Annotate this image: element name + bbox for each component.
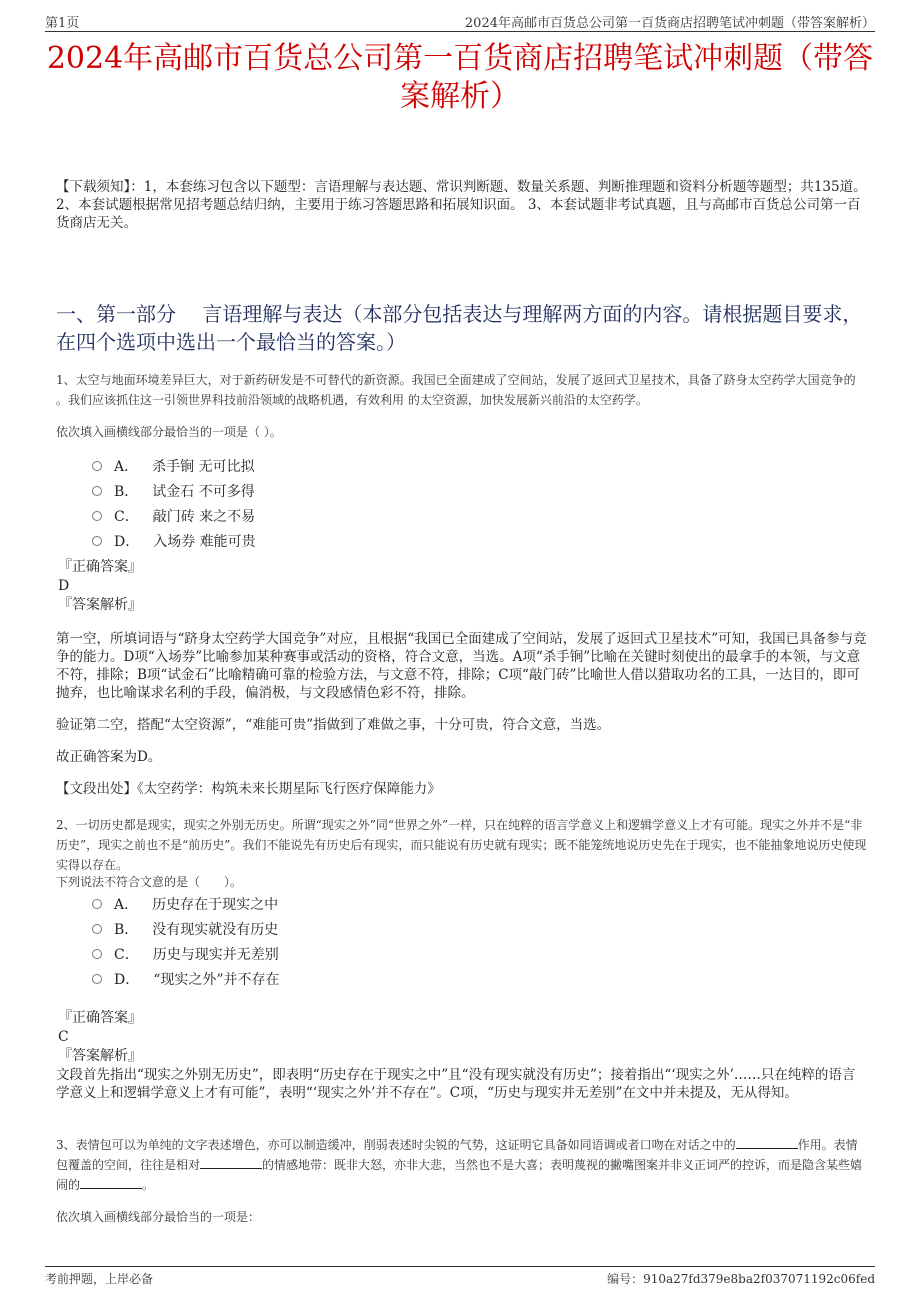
- analysis-label: 『答案解析』: [58, 1048, 142, 1064]
- question-1-options: [92, 453, 256, 553]
- option-b[interactable]: B． 试金石 不可多得: [92, 478, 256, 503]
- radio-icon[interactable]: [92, 511, 102, 521]
- page-header: [45, 10, 875, 30]
- question-3-prompt: 依次填入画横线部分最恰当的一项是：: [56, 1210, 261, 1224]
- question-1-prompt: 依次填入画横线部分最恰当的一项是（ ）。: [56, 425, 282, 439]
- question-3-stem: 3、表情包可以为单纯的文字表述增色，亦可以制造缓冲，削弱表述时尖锐的气势，这证明它具备如同语调或者口吻在对话之中的 作用。表情包覆盖的空间，往往是相对 的情感地带：既非大怒，亦非大悲，当然也不是大喜；表明蔑视的撇嘴图案并非义正词严的控诉，而是隐含某些嬉闹的 。: [56, 1138, 863, 1192]
- section-heading: 一、第一部分 言语理解与表达（本部分包括表达与理解两方面的内容。请根据题目要求，在四个选项中选出一个最恰当的答案。）: [56, 302, 863, 354]
- fill-blank: [736, 1136, 798, 1149]
- radio-icon[interactable]: [92, 899, 102, 909]
- analysis-paragraph: 第一空，所填词语与“跻身太空药学大国竞争”对应，且根据“我国已全面建成了空间站，发展了返回式卫星技术”可知，我国已具备参与竞争的能力。D项“入场券”比喻参加某种赛事或活动的资格，符合文意，当选。A项“杀手锏”比喻在关键时刻使出的最拿手的本领，与文意不符，排除；B项“试金石”比喻精确可靠的检验方法，与文意不符，排除；C项“敲门砖”比喻世人借以猎取功名的工具，一达目的，即可抛弃，也比喻谋求名利的手段，偏消极，与文段感情色彩不符，排除。: [56, 631, 867, 701]
- fill-blank: [80, 1176, 142, 1189]
- radio-icon[interactable]: [92, 486, 102, 496]
- page-title: 2024年高邮市百货总公司第一百货商店招聘笔试冲刺题（带答案解析）: [46, 41, 874, 114]
- answer-value: C: [58, 1029, 69, 1045]
- download-notice: 【下载须知】：1，本套练习包含以下题型：言语理解与表达题、常识判断题、数量关系题、判断推理题和资料分析题等题型；共135道。 2、本套试题根据常见招考题总结归纳，主要用于练习答题思路和拓展知识面。 3、本套试题非考试真题，且与高邮市百货总公司第一百货商店无关。: [56, 179, 867, 231]
- question-1-stem: 1、太空与地面环境差异巨大，对于新药研发是不可替代的新资源。我国已全面建成了空间站，发展了返回式卫星技术，具备了跻身太空药学大国竞争的 。我们应该抓住这一引领世界科技前沿领域的战略机遇，有效利用 的太空资源，加快发展新兴前沿的太空药学。: [56, 373, 856, 407]
- page-number: 第1页: [45, 16, 80, 31]
- radio-icon[interactable]: [92, 924, 102, 934]
- question-2-prompt: 下列说法不符合文意的是（ ）。: [56, 875, 243, 889]
- answer-label: 『正确答案』: [58, 1010, 142, 1026]
- analysis-paragraph: 故正确答案为D。: [56, 749, 162, 765]
- question-2-options: [92, 891, 280, 991]
- footer-slogan: 考前押题，上岸必备: [45, 1272, 154, 1286]
- option-c[interactable]: C． 敲门砖 来之不易: [92, 503, 256, 528]
- option-a[interactable]: A． 杀手锏 无可比拟: [92, 453, 256, 478]
- question-2-stem: 2、一切历史都是现实，现实之外别无历史。所谓“现实之外”同“世界之外”一样，只在纯粹的语言学意义上和逻辑学意义上才有可能。现实之外并不是“非历史”，现实之前也不是“前历史”。我们不能说先有历史后有现实，而只能说有历史就有现实；既不能笼统地说历史先在于现实，也不能抽象地说历史使现实得以存在。: [56, 818, 867, 872]
- analysis-paragraph: 验证第二空，搭配“太空资源”，“难能可贵”指做到了难做之事，十分可贵，符合文意，当选。: [56, 717, 611, 733]
- analysis-paragraph: 文段首先指出“现实之外别无历史”，即表明“历史存在于现实之中”且“没有现实就没有历史”；接着指出“‘现实之外’……只在纯粹的语言学意义上和逻辑学意义上才有可能”，表明“‘现实之外’并不存在”。C项，“历史与现实并无差别”在文中并未提及，无从得知。: [56, 1067, 856, 1101]
- answer-label: 『正确答案』: [58, 559, 142, 575]
- source-note: 【文段出处】《太空药学：构筑未来长期星际飞行医疗保障能力》: [56, 781, 441, 797]
- header-divider: [45, 31, 875, 32]
- footer-id: 编号：910a27fd379e8ba2f037071192c06fed: [607, 1272, 875, 1286]
- option-a[interactable]: A． 历史存在于现实之中: [92, 891, 280, 916]
- analysis-label: 『答案解析』: [58, 597, 142, 613]
- radio-icon[interactable]: [92, 536, 102, 546]
- fill-blank: [200, 1156, 262, 1169]
- footer-divider: [45, 1266, 875, 1267]
- option-d[interactable]: D． 入场券 难能可贵: [92, 528, 256, 553]
- option-b[interactable]: B． 没有现实就没有历史: [92, 916, 280, 941]
- option-d[interactable]: D． “现实之外”并不存在: [92, 966, 280, 991]
- radio-icon[interactable]: [92, 461, 102, 471]
- option-c[interactable]: C． 历史与现实并无差别: [92, 941, 280, 966]
- radio-icon[interactable]: [92, 949, 102, 959]
- header-doc-title: 2024年高邮市百货总公司第一百货商店招聘笔试冲刺题（带答案解析）: [464, 16, 875, 31]
- answer-value: D: [58, 578, 70, 594]
- radio-icon[interactable]: [92, 974, 102, 984]
